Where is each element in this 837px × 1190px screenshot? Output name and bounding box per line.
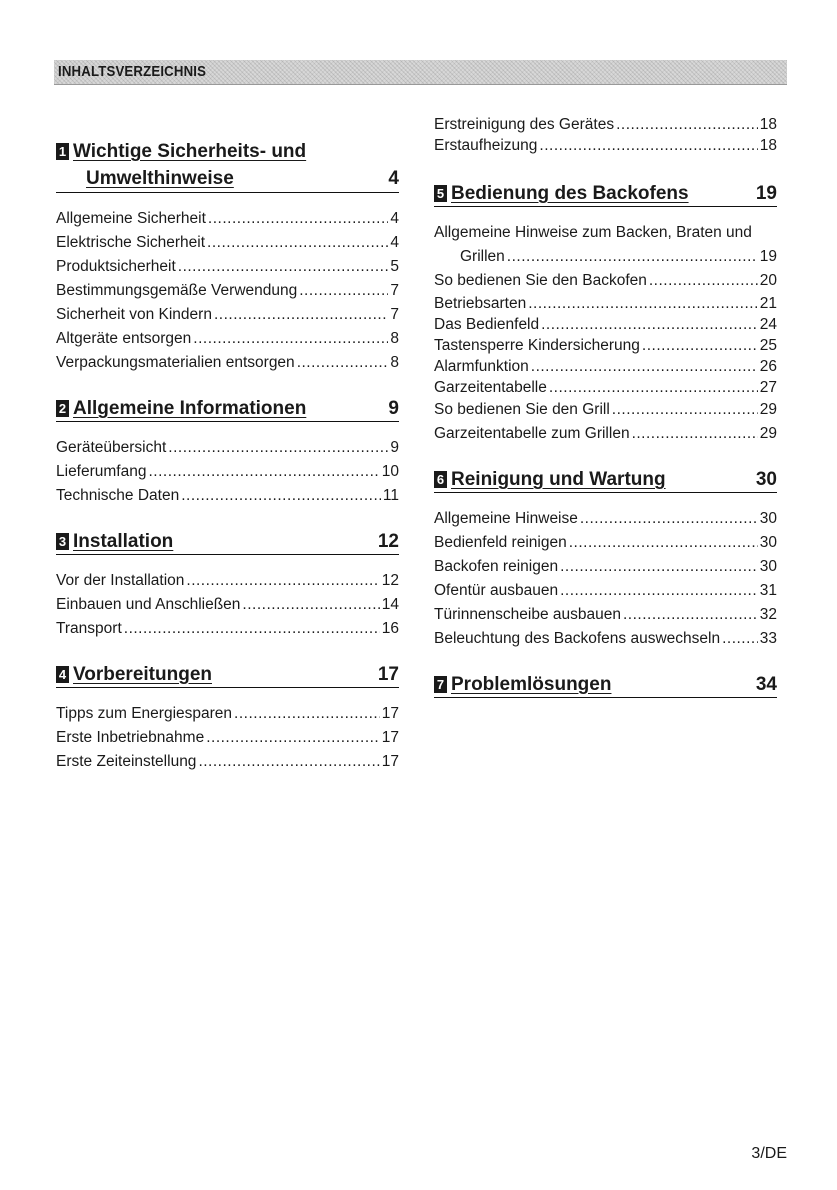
leader-dots [207, 231, 388, 255]
toc-entry[interactable] [56, 436, 399, 460]
section-1-entries [56, 207, 399, 375]
leader-dots [632, 422, 758, 446]
toc-entry[interactable] [56, 617, 399, 641]
toc-entry-label: Beleuchtung des Backofens auswechseln [434, 630, 721, 647]
toc-entry[interactable] [434, 398, 777, 422]
leader-dots [206, 726, 380, 750]
spacer [434, 651, 777, 673]
section-title: Vorbereitungen [73, 664, 212, 685]
toc-entry-page: 17 [381, 705, 399, 722]
toc-entry-label: Türinnenscheibe ausbauen [434, 606, 621, 623]
toc-entry[interactable] [56, 593, 399, 617]
spacer [434, 446, 777, 468]
leader-dots [623, 603, 758, 627]
leader-dots [580, 507, 758, 531]
section-5-entries [434, 221, 777, 446]
toc-entry-label: Technische Daten [56, 487, 180, 504]
toc-entry-label: Einbauen und Anschließen [56, 596, 241, 613]
leader-dots [560, 555, 758, 579]
leader-dots [214, 303, 388, 327]
toc-entry-page: 11 [382, 487, 399, 504]
section-number-badge: 2 [56, 400, 69, 417]
toc-entry[interactable] [56, 231, 399, 255]
toc-entry-page: 33 [759, 630, 777, 647]
toc-entry-label: Allgemeine Sicherheit [56, 210, 206, 227]
toc-entry-page: 29 [759, 401, 777, 418]
section-number-badge: 5 [434, 185, 447, 202]
section-number-badge: 6 [434, 471, 447, 488]
section-page: 4 [388, 168, 399, 189]
section-heading-1[interactable] [56, 138, 399, 193]
section-heading-3[interactable] [56, 530, 399, 555]
toc-entry-page: 16 [381, 620, 399, 637]
leader-dots [186, 569, 379, 593]
toc-entry-label: Elektrische Sicherheit [56, 234, 206, 251]
section-page: 34 [755, 674, 777, 695]
toc-entry-page: 4 [390, 234, 399, 251]
toc-entry-label: Garzeitentabelle zum Grillen [434, 425, 630, 442]
toc-entry-page: 10 [381, 463, 399, 480]
toc-entry[interactable] [56, 279, 399, 303]
toc-entry-page: 7 [390, 306, 399, 323]
toc-entry-page: 24 [759, 316, 777, 333]
toc-entry-page: 30 [759, 534, 777, 551]
toc-entry-page: 18 [759, 137, 777, 154]
toc-entry[interactable] [434, 135, 777, 156]
leader-dots [193, 327, 388, 351]
section-6-entries [434, 507, 777, 651]
toc-entry-page: 20 [759, 272, 777, 289]
toc-heading: INHALTSVERZEICHNIS [58, 63, 207, 80]
section-title: Problemlösungen [451, 674, 612, 695]
toc-entry-label: Allgemeine Hinweise [434, 510, 578, 527]
toc-entry[interactable] [434, 269, 777, 293]
toc-entry-page: 29 [759, 425, 777, 442]
section-heading-2[interactable] [56, 397, 399, 422]
section-number-badge: 1 [56, 143, 69, 160]
toc-entry-label: Allgemeine Hinweise zum Backen, Braten und [434, 224, 752, 241]
toc-entry-label: Altgeräte entsorgen [56, 330, 192, 347]
toc-entry[interactable] [434, 114, 777, 135]
toc-entry[interactable] [56, 351, 399, 375]
toc-entry-label: Erste Zeiteinstellung [56, 753, 197, 770]
spacer [56, 641, 399, 663]
section-title: Wichtige Sicherheits- und [73, 141, 307, 162]
toc-entry-page: 25 [759, 337, 777, 354]
toc-entry[interactable] [434, 579, 777, 603]
leader-dots [539, 135, 757, 156]
toc-entry[interactable] [56, 303, 399, 327]
toc-entry-page: 27 [759, 379, 777, 396]
spacer [56, 375, 399, 397]
toc-entry-label: Tipps zum Energiesparen [56, 705, 233, 722]
toc-entry[interactable] [56, 327, 399, 351]
toc-entry[interactable] [434, 507, 777, 531]
toc-entry-label: Garzeitentabelle [434, 379, 547, 396]
leader-dots [181, 484, 381, 508]
leader-dots [560, 579, 758, 603]
toc-entry[interactable] [434, 627, 777, 651]
spacer [434, 156, 777, 182]
section-heading-7[interactable] [434, 673, 777, 698]
leader-dots [242, 593, 379, 617]
section-title-continued: Umwelthinweise [86, 168, 234, 189]
toc-entry[interactable] [56, 255, 399, 279]
section-4-entries-continued [434, 114, 777, 156]
toc-entry[interactable] [434, 531, 777, 555]
leader-dots [168, 436, 388, 460]
leader-dots [208, 207, 388, 231]
toc-entry[interactable] [56, 460, 399, 484]
section-3-entries [56, 569, 399, 641]
toc-entry[interactable] [434, 555, 777, 579]
toc-entry-label: Bestimmungsgemäße Verwendung [56, 282, 298, 299]
toc-entry-label: Bedienfeld reinigen [434, 534, 567, 551]
toc-entry[interactable] [434, 422, 777, 446]
toc-left-column [56, 138, 399, 774]
section-page: 19 [755, 183, 777, 204]
toc-entry-label: Erste Inbetriebnahme [56, 729, 205, 746]
leader-dots [528, 293, 758, 314]
toc-entry[interactable] [56, 702, 399, 726]
section-number-badge: 7 [434, 676, 447, 693]
section-heading-5[interactable] [434, 182, 777, 207]
toc-entry-label: Erstreinigung des Gerätes [434, 116, 615, 133]
section-page: 30 [755, 469, 777, 490]
toc-entry-page: 32 [759, 606, 777, 623]
spacer [56, 508, 399, 530]
toc-entry[interactable] [434, 314, 777, 335]
leader-dots [531, 356, 758, 377]
leader-dots [299, 279, 388, 303]
toc-entry-label: Backofen reinigen [434, 558, 559, 575]
toc-entry[interactable] [434, 356, 777, 377]
toc-entry-label-continued: Grillen [460, 248, 505, 265]
toc-entry-page: 30 [759, 510, 777, 527]
toc-entry-page: 12 [381, 572, 399, 589]
leader-dots [616, 114, 758, 135]
section-page: 9 [388, 398, 399, 419]
leader-dots [198, 750, 379, 774]
toc-entry-label: Alarmfunktion [434, 358, 529, 375]
toc-entry-page: 7 [390, 282, 399, 299]
toc-entry-page: 26 [759, 358, 777, 375]
section-heading-6[interactable] [434, 468, 777, 493]
toc-entry-label: Geräteübersicht [56, 439, 167, 456]
section-4-entries [56, 702, 399, 774]
toc-entry-label: Produktsicherheit [56, 258, 176, 275]
toc-entry[interactable] [56, 726, 399, 750]
section-title: Allgemeine Informationen [73, 398, 307, 419]
toc-entry[interactable] [434, 603, 777, 627]
toc-entry-label: Erstaufheizung [434, 137, 538, 154]
toc-entry-label: So bedienen Sie den Backofen [434, 272, 647, 289]
toc-entry[interactable] [434, 335, 777, 356]
leader-dots [722, 627, 758, 651]
leader-dots [297, 351, 389, 375]
section-title: Installation [73, 531, 174, 552]
leader-dots [234, 702, 380, 726]
toc-entry[interactable] [56, 569, 399, 593]
section-2-entries [56, 436, 399, 508]
toc-entry-label: Tastensperre Kindersicherung [434, 337, 640, 354]
leader-dots [541, 314, 758, 335]
section-page: 12 [377, 531, 399, 552]
section-heading-4[interactable] [56, 663, 399, 688]
toc-entry-page: 30 [759, 558, 777, 575]
toc-entry-page: 17 [381, 753, 399, 770]
leader-dots [649, 269, 758, 293]
toc-entry[interactable] [56, 484, 399, 508]
toc-entry-page: 8 [390, 354, 399, 371]
toc-entry-page: 9 [390, 439, 399, 456]
toc-entry-label: Betriebsarten [434, 295, 527, 312]
toc-entry-page: 8 [390, 330, 399, 347]
toc-entry-page: 21 [759, 295, 777, 312]
toc-entry-label: Sicherheit von Kindern [56, 306, 212, 323]
page-footer-number: 3/DE [751, 1145, 787, 1162]
toc-header-bar [54, 60, 787, 85]
section-number-badge: 4 [56, 666, 69, 683]
leader-dots [507, 245, 758, 269]
toc-entry-label: Lieferumfang [56, 463, 147, 480]
toc-entry-label: Verpackungsmaterialien entsorgen [56, 354, 295, 371]
leader-dots [612, 398, 758, 422]
section-title: Reinigung und Wartung [451, 469, 666, 490]
toc-right-column [434, 114, 777, 712]
toc-entry-label: Transport [56, 620, 122, 637]
leader-dots [569, 531, 758, 555]
toc-entry-page: 4 [390, 210, 399, 227]
toc-entry-page: 31 [759, 582, 777, 599]
section-page: 17 [377, 664, 399, 685]
toc-entry-page: 14 [381, 596, 399, 613]
toc-entry-page: 19 [759, 248, 777, 265]
leader-dots [549, 377, 758, 398]
toc-entry-label: Ofentür ausbauen [434, 582, 559, 599]
toc-entry-page: 17 [381, 729, 399, 746]
toc-entry-page: 5 [390, 258, 399, 275]
section-title: Bedienung des Backofens [451, 183, 689, 204]
leader-dots [642, 335, 758, 356]
toc-entry-page: 18 [759, 116, 777, 133]
leader-dots [178, 255, 389, 279]
toc-entry[interactable] [56, 207, 399, 231]
toc-entry[interactable] [56, 750, 399, 774]
toc-entry-label: Das Bedienfeld [434, 316, 540, 333]
section-number-badge: 3 [56, 533, 69, 550]
toc-entry[interactable] [434, 293, 777, 314]
toc-entry[interactable] [434, 221, 777, 269]
leader-dots [148, 460, 379, 484]
toc-entry-label: Vor der Installation [56, 572, 185, 589]
toc-entry[interactable] [434, 377, 777, 398]
leader-dots [124, 617, 380, 641]
toc-entry-label: So bedienen Sie den Grill [434, 401, 610, 418]
